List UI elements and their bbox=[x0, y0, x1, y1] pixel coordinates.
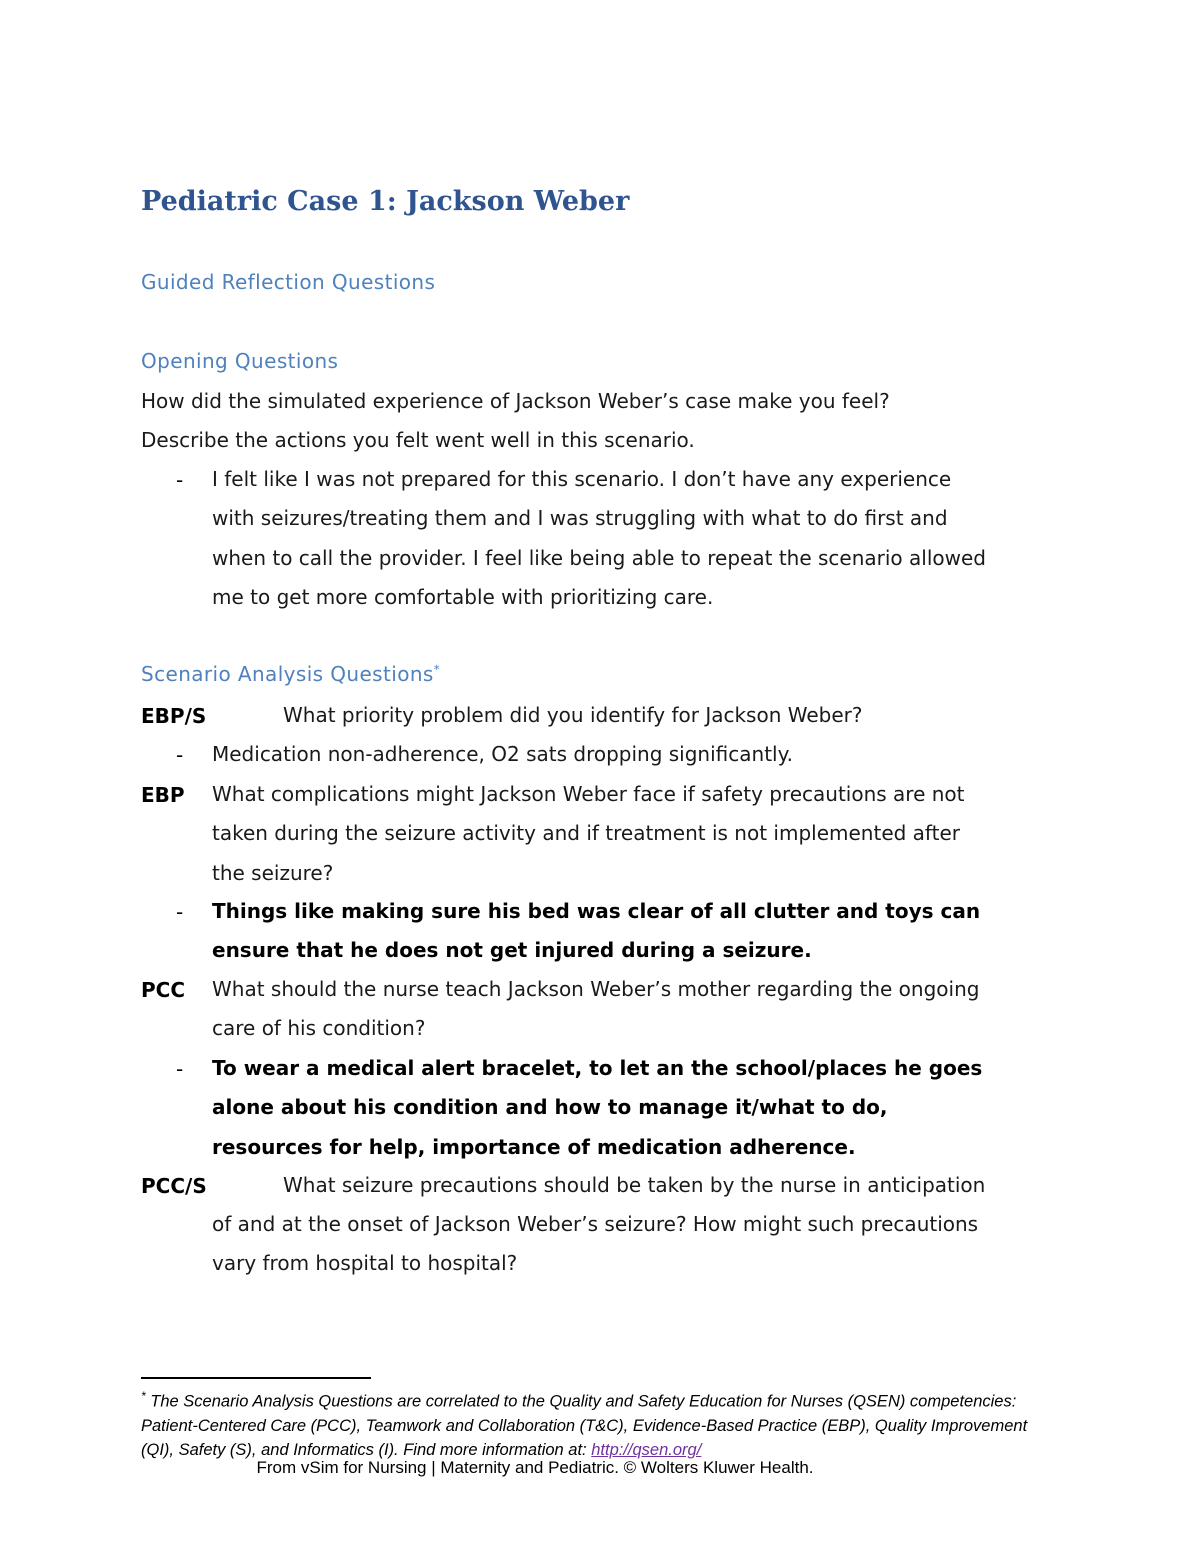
footnote-ref: * bbox=[433, 662, 441, 677]
answer-line: with seizures/treating them and I was struggling with what to do first and bbox=[212, 506, 948, 531]
answer-line: resources for help, importance of medication adherence. bbox=[212, 1134, 856, 1159]
list-dash: - bbox=[176, 743, 184, 767]
question-line: What should the nurse teach Jackson Weber’s mother regarding the ongoing bbox=[212, 977, 980, 1001]
footnote bbox=[141, 1384, 1041, 1462]
analysis-heading-text: Scenario Analysis Questions bbox=[141, 662, 434, 686]
answer-line: Things like making sure his bed was clear of all clutter and toys can bbox=[212, 899, 981, 923]
footnote-text: The Scenario Analysis Questions are correlated to the Quality and Safety Education for Nurses (QSEN) competencies: Patient-Centered Care (PCC), Teamwork and Collaboration (T&C), Evidence-Based Practice (EBP), Quality Improvement (QI), Safety (S), and Informatics (I). Find more information at: bbox=[141, 1392, 1028, 1459]
question-line: care of his condition? bbox=[212, 1016, 426, 1041]
question-line: taken during the seizure activity and if treatment is not implemented after bbox=[212, 821, 960, 846]
question-line: of and at the onset of Jackson Weber’s seizure? How might such precautions bbox=[212, 1212, 979, 1236]
answer-line: when to call the provider. I feel like being able to repeat the scenario allowed bbox=[212, 545, 986, 570]
qsen-link[interactable]: http://qsen.org/ bbox=[591, 1440, 702, 1459]
question-line: What seizure precautions should be taken by the nurse in anticipation bbox=[283, 1173, 986, 1197]
question-line: vary from hospital to hospital? bbox=[212, 1251, 518, 1276]
opening-question-2: Describe the actions you felt went well in this scenario. bbox=[141, 428, 695, 452]
list-dash: - bbox=[176, 900, 184, 924]
section-subtitle: Guided Reflection Questions bbox=[141, 270, 436, 294]
answer bbox=[212, 892, 980, 971]
question-line: What complications might Jackson Weber face if safety precautions are not bbox=[212, 782, 965, 806]
answer-line: alone about his condition and how to manage it/what to do, bbox=[212, 1095, 888, 1120]
opening-question-1: How did the simulated experience of Jackson Weber’s case make you feel? bbox=[141, 389, 890, 413]
question-line: the seizure? bbox=[212, 860, 334, 885]
page-footer: From vSim for Nursing | Maternity and Pediatric. © Wolters Kluwer Health. bbox=[256, 1458, 814, 1477]
question: What priority problem did you identify for Jackson Weber? bbox=[283, 703, 863, 727]
qsen-code: PCC/S bbox=[141, 1174, 207, 1198]
qsen-code: PCC bbox=[141, 978, 186, 1002]
opening-answer bbox=[212, 460, 986, 618]
answer-line: I felt like I was not prepared for this scenario. I don’t have any experience bbox=[212, 467, 952, 491]
question bbox=[212, 1205, 978, 1284]
analysis-heading bbox=[141, 662, 440, 686]
answer-line: To wear a medical alert bracelet, to let an the school/places he goes bbox=[212, 1056, 983, 1080]
answer-line: ensure that he does not get injured during a seizure. bbox=[212, 938, 812, 963]
answer bbox=[212, 1049, 982, 1167]
question bbox=[212, 970, 979, 1049]
footnote-mark: * bbox=[141, 1389, 146, 1403]
qsen-code: EBP bbox=[141, 783, 185, 807]
footnote-separator bbox=[141, 1377, 371, 1379]
answer: Medication non-adherence, O2 sats dropping significantly. bbox=[212, 742, 793, 766]
page-title: Pediatric Case 1: Jackson Weber bbox=[141, 186, 630, 217]
list-dash: - bbox=[176, 468, 184, 492]
qsen-code: EBP/S bbox=[141, 704, 207, 728]
list-dash: - bbox=[176, 1057, 184, 1081]
answer-line: me to get more comfortable with prioritizing care. bbox=[212, 585, 714, 610]
opening-heading: Opening Questions bbox=[141, 349, 339, 373]
question bbox=[212, 775, 965, 893]
